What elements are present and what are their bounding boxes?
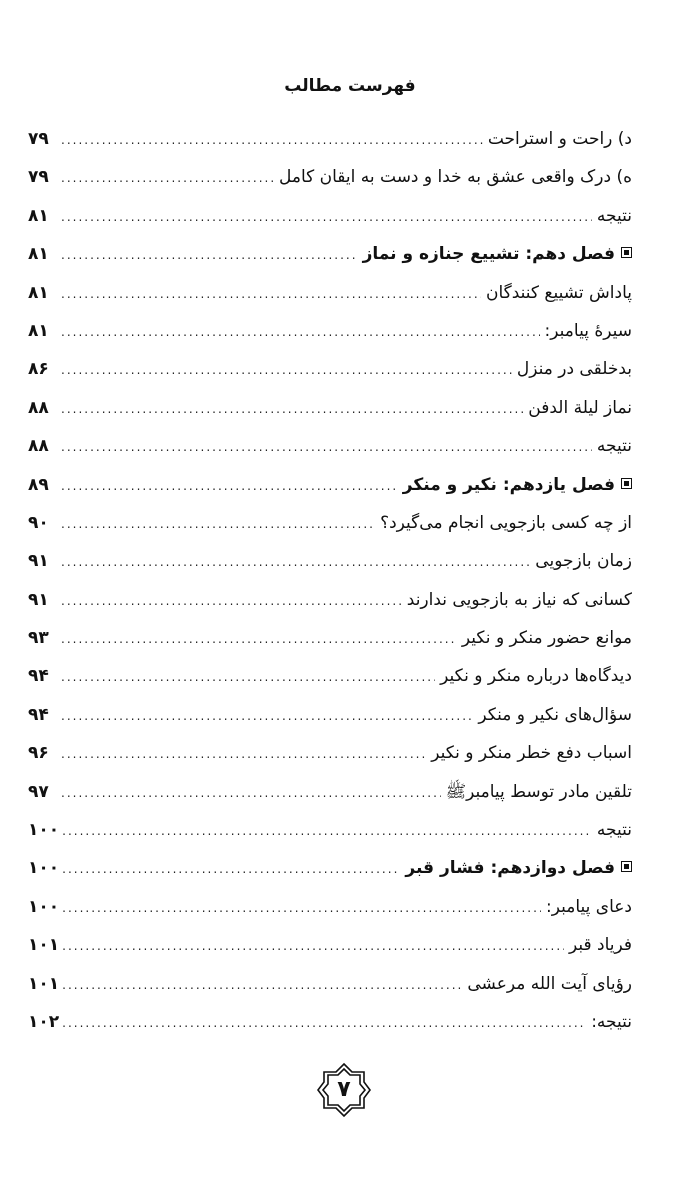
toc-page-number: ۱۰۰ [28, 820, 60, 841]
toc-entry [28, 965, 632, 1003]
toc-entry [28, 389, 632, 427]
toc-entry-title-text: اسباب دفع خطر منکر و نکیر [431, 743, 632, 764]
toc-entry-title-text: فصل یازدهم: نکیر و منکر [402, 474, 615, 495]
toc-entry [28, 427, 632, 465]
toc-entry [28, 504, 632, 542]
toc-entry-title [277, 158, 632, 196]
toc-page-number: ۱۰۲ [28, 1011, 60, 1032]
dot-leader [62, 1004, 586, 1042]
toc-entry-title [465, 965, 632, 1003]
toc-entry-title [533, 542, 632, 580]
table-of-contents [28, 120, 632, 1041]
toc-entry-title-text: ه) درک واقعی عشق به خدا و دست به ایقان کامل [278, 167, 632, 188]
toc-entry-title-text: سؤال‌های نکیر و منکر [478, 704, 632, 725]
dot-leader [61, 121, 483, 159]
toc-page-number: ۹۴ [28, 666, 49, 687]
toc-entry-title [544, 888, 632, 926]
toc-chapter-entry [28, 235, 632, 273]
toc-page-number: ۸۸ [28, 397, 49, 418]
toc-entry-title [378, 504, 632, 542]
dot-leader [61, 351, 512, 389]
dot-leader [62, 850, 400, 888]
toc-entry [28, 926, 632, 964]
dot-leader [61, 467, 398, 505]
toc-entry-title-text: سیرهٔ پیامبر: [544, 320, 632, 341]
dot-leader [61, 697, 473, 735]
dot-leader [61, 505, 375, 543]
toc-entry-title [486, 120, 632, 158]
toc-entry [28, 312, 632, 350]
toc-entry-title-text: نتیجه [596, 820, 632, 841]
toc-entry [28, 619, 632, 657]
toc-page-number: ۱۰۰ [28, 858, 60, 879]
toc-page-number: ۷۹ [28, 129, 49, 149]
toc-page-number: ۹۰ [28, 512, 49, 533]
toc-page-number: ۱۰۱ [28, 973, 60, 994]
toc-entry-title [526, 389, 632, 427]
toc-page-number: ۸۱ [28, 282, 49, 303]
dot-leader [61, 658, 435, 696]
toc-page-number: ۹۱ [28, 551, 49, 572]
toc-entry-title [484, 274, 632, 312]
chapter-marker-icon [621, 861, 632, 872]
toc-entry [28, 120, 632, 158]
toc-entry-title [405, 581, 632, 619]
page-number: ۷ [337, 1077, 351, 1102]
toc-page-number: ۱۰۰ [28, 896, 60, 917]
dot-leader [61, 428, 592, 466]
toc-page-number: ۸۱ [28, 205, 49, 226]
toc-page-number: ۹۴ [28, 704, 49, 725]
toc-entry [28, 734, 632, 772]
page-title: فهرست مطالب [284, 76, 416, 96]
toc-page-number: ۸۹ [28, 474, 49, 495]
toc-page-number: ۹۶ [28, 743, 49, 764]
dot-leader [61, 275, 481, 313]
toc-entry-title-text: نتیجه [596, 205, 632, 226]
toc-entry [28, 696, 632, 734]
toc-entry-title [595, 197, 632, 235]
toc-entry-title-text: کسانی که نیاز به بازجویی ندارند [406, 589, 632, 610]
toc-chapter-entry [28, 849, 632, 887]
toc-entry-title-text: فصل دهم: تشییع جنازه و نماز [362, 244, 615, 265]
toc-entry-title-text: د) راحت و استراحت [487, 129, 632, 149]
dot-leader [61, 313, 540, 351]
toc-entry-title [460, 619, 632, 657]
toc-entry-title [515, 350, 632, 388]
toc-entry-title-text: نماز لیلة الدفن [528, 397, 632, 418]
toc-entry-title [429, 734, 632, 772]
toc-page-number: ۸۶ [28, 359, 49, 380]
toc-page-number: ۸۱ [28, 244, 49, 265]
toc-entry [28, 197, 632, 235]
toc-page-number: ۱۰۱ [28, 935, 60, 956]
toc-entry [28, 581, 632, 619]
toc-entry [28, 274, 632, 312]
toc-page-number: ۹۱ [28, 589, 49, 610]
toc-entry-title [595, 427, 632, 465]
dot-leader [61, 582, 402, 620]
toc-entry-title [595, 811, 632, 849]
toc-entry-title-text: فریاد قبر [568, 935, 632, 956]
toc-entry-title [438, 657, 632, 695]
toc-entry-title-text: دیدگاه‌ها درباره منکر و نکیر [440, 666, 632, 687]
toc-entry-title-text: نتیجه: [591, 1011, 632, 1032]
toc-entry-title-text: رؤیای آیت الله مرعشی [467, 973, 632, 994]
toc-page-number: ۹۳ [28, 628, 49, 649]
dot-leader [61, 620, 457, 658]
toc-entry-title [361, 235, 632, 273]
toc-entry-title-text: فصل دوازدهم: فشار قبر [405, 858, 615, 879]
dot-leader [61, 198, 592, 236]
toc-entry-title-text: موانع حضور منکر و نکیر [461, 628, 632, 649]
dot-leader [62, 927, 564, 965]
dot-leader [61, 735, 426, 773]
toc-entry-title-text: دعای پیامبر: [546, 896, 632, 917]
toc-entry-title [567, 926, 632, 964]
toc-entry-title [543, 312, 632, 350]
dot-leader [61, 159, 274, 197]
toc-entry-title [401, 466, 632, 504]
toc-entry-title-text: بدخلقی در منزل [516, 359, 632, 380]
dot-leader [62, 812, 592, 850]
toc-entry [28, 657, 632, 695]
toc-entry-title [403, 849, 632, 887]
toc-entry-title-text: از چه کسی بازجویی انجام می‌گیرد؟ [380, 512, 632, 533]
dot-leader [61, 543, 530, 581]
toc-entry-title [444, 773, 632, 811]
toc-entry [28, 350, 632, 388]
toc-entry-title-text: زمان بازجویی [535, 551, 632, 572]
toc-entry-title-text: تلقین مادر توسط پیامبرﷺ [445, 781, 632, 802]
dot-leader [61, 390, 523, 428]
toc-entry [28, 811, 632, 849]
toc-page-number: ۹۷ [28, 781, 49, 802]
toc-entry [28, 773, 632, 811]
chapter-marker-icon [621, 247, 632, 258]
dot-leader [62, 889, 541, 927]
dot-leader [61, 236, 358, 274]
chapter-marker-icon [621, 478, 632, 489]
dot-leader [61, 774, 441, 812]
toc-entry [28, 542, 632, 580]
toc-entry [28, 1003, 632, 1041]
toc-page-number: ۷۹ [28, 167, 49, 188]
toc-entry [28, 888, 632, 926]
toc-entry-title [476, 696, 632, 734]
toc-entry [28, 158, 632, 196]
toc-entry-title-text: پاداش تشییع کنندگان [485, 282, 632, 303]
toc-chapter-entry [28, 466, 632, 504]
toc-page-number: ۸۱ [28, 320, 49, 341]
toc-entry-title [589, 1003, 632, 1041]
dot-leader [62, 966, 462, 1004]
toc-entry-title-text: نتیجه [596, 436, 632, 457]
toc-page-number: ۸۸ [28, 436, 49, 457]
